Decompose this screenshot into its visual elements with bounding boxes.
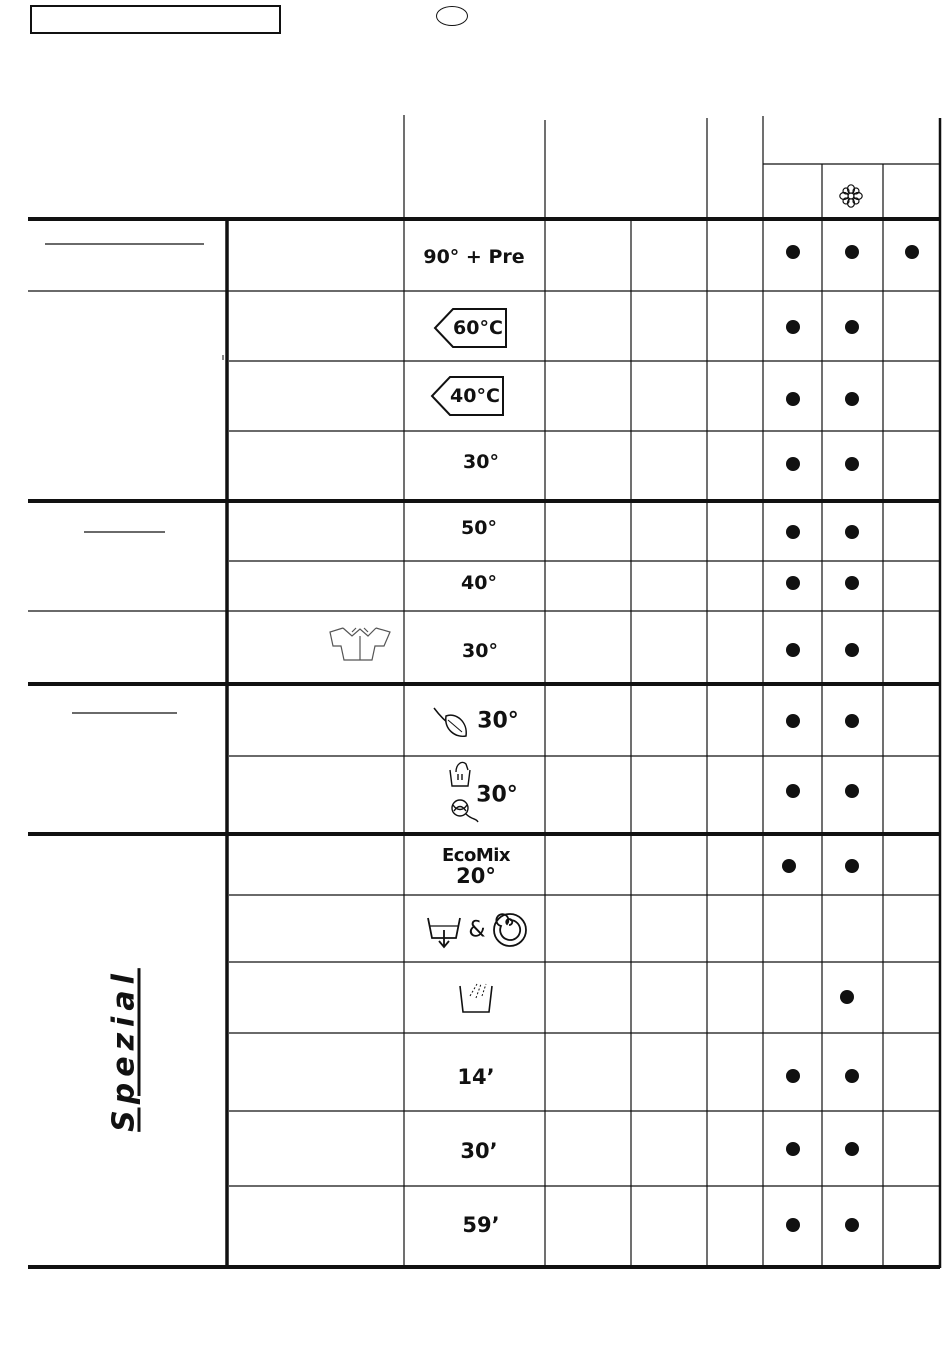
program-symbol: 30° [462, 640, 498, 662]
option-dot [786, 784, 800, 798]
program-symbol: 30° [476, 782, 518, 808]
program-symbol: 14’ [457, 1065, 495, 1089]
option-dot [845, 457, 859, 471]
program-symbol: 30° [463, 451, 499, 473]
option-dot [845, 714, 859, 728]
option-dot [845, 245, 859, 259]
option-dot [786, 1069, 800, 1083]
program-symbol: 30’ [460, 1139, 498, 1163]
program-symbol: 50° [461, 517, 497, 539]
hand-wash-wool-icon [450, 762, 478, 822]
ecomix-symbol: EcoMix 20° [441, 845, 511, 888]
program-symbol: 60°C [453, 317, 503, 339]
option-dot [845, 320, 859, 334]
feather-icon [434, 708, 466, 736]
option-dot [845, 1218, 859, 1232]
shirt-icon [330, 628, 390, 660]
option-dot [840, 990, 854, 1004]
option-dot [786, 576, 800, 590]
program-symbol: & [468, 917, 486, 943]
option-dot [782, 859, 796, 873]
program-symbol: 30° [477, 708, 519, 734]
program-symbol: 90° + Pre [423, 246, 525, 268]
option-dot [845, 576, 859, 590]
rinse-icon [460, 984, 492, 1012]
flower-icon [840, 185, 862, 207]
option-dot [786, 245, 800, 259]
option-dot [786, 1218, 800, 1232]
option-dot [845, 1142, 859, 1156]
option-dot [845, 392, 859, 406]
option-dot [786, 714, 800, 728]
option-dot [786, 1142, 800, 1156]
option-dot [786, 392, 800, 406]
option-dot [786, 320, 800, 334]
group-label-spezial: Spezial [106, 968, 142, 1132]
option-dot [845, 859, 859, 873]
option-dot [845, 525, 859, 539]
program-symbol: 59’ [462, 1213, 500, 1237]
option-dot [786, 457, 800, 471]
option-dot [845, 1069, 859, 1083]
program-symbol: 40° [461, 572, 497, 594]
option-dot [845, 784, 859, 798]
option-dot [905, 245, 919, 259]
option-dot [845, 643, 859, 657]
option-dot [786, 525, 800, 539]
program-symbol: 40°C [450, 385, 500, 407]
option-dot [786, 643, 800, 657]
